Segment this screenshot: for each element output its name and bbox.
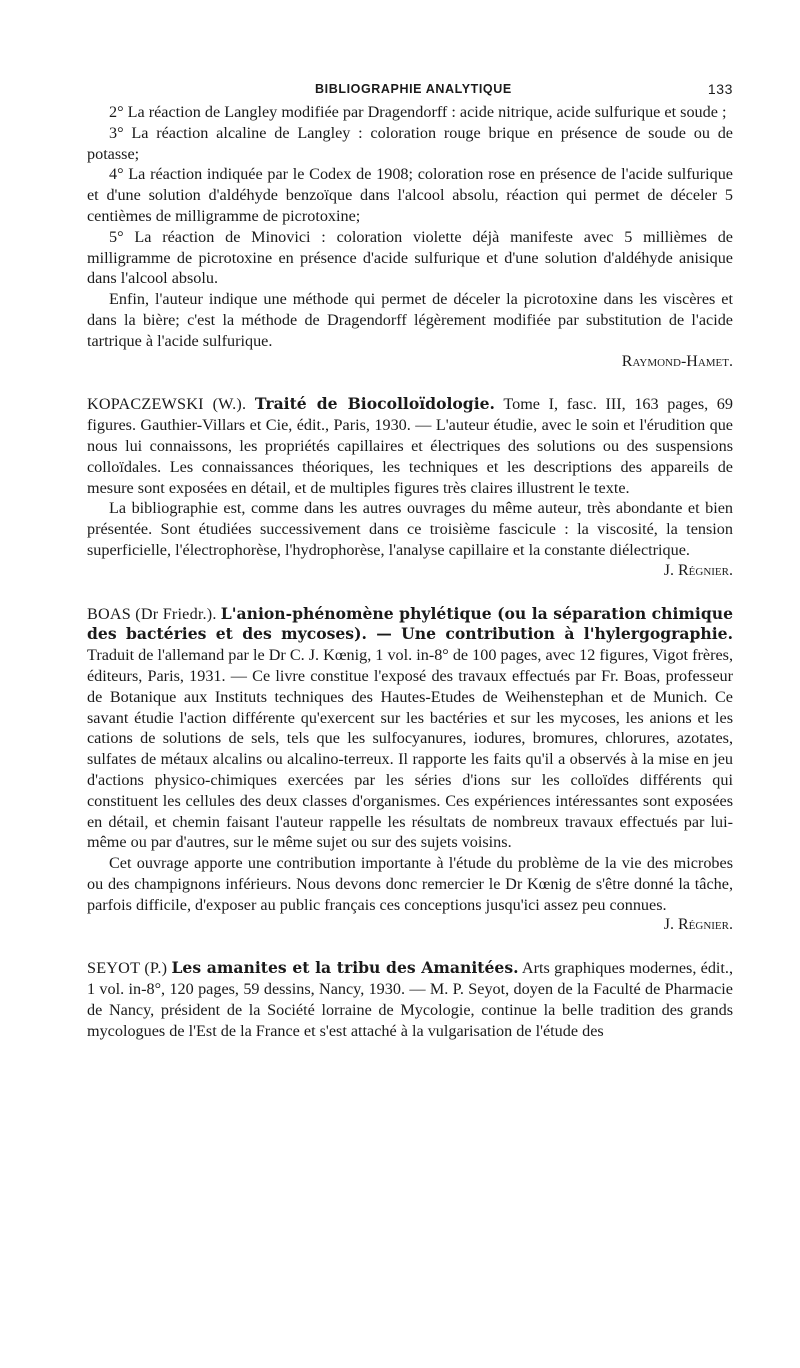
page xyxy=(87,78,733,1041)
review-signature: J. Régnier. xyxy=(663,916,733,934)
review-paragraph xyxy=(87,853,733,915)
reaction-item-2: 2° La réaction de Langley modifiée par Dragendorff : acide nitrique, acide sulfurique et soude ; xyxy=(109,103,727,121)
reaction-item-5: 5° La réaction de Minovici : coloration violette déjà manifeste avec 5 millièmes de milligramme de picrotoxine en présence d'acide sulfurique et d'une solution d'aldéhyde anisique dans l'alcool absolu. xyxy=(87,227,733,288)
review-body: La bibliographie est, comme dans les autres ouvrages du même auteur, très abondante et bien présentée. Sont étudiées successivement dans ce troisième fascicule : la viscosité, la tension superficielle, l'électrophorèse, l'hydrophorèse, l'analyse capillaire et la constante diélectrique. xyxy=(87,499,733,559)
review-book-title: Les amanites et la tribu des Amanitées. xyxy=(171,958,519,978)
reaction-item-3: 3° La réaction alcaline de Langley : coloration rouge brique en présence de soude ou de potasse; xyxy=(87,123,733,163)
review-book-title: L'anion-phénomène phylétique (ou la séparation chimique des bactéries et des mycoses). — Une contribution à l'hylergographie. xyxy=(87,603,734,644)
review-body: Cet ouvrage apporte une contribution importante à l'étude du problème de la vie des microbes ou des champignons inférieurs. Nous devons donc remercier le Dr Kœnig de s'être donné la tâche, parfois difficile, d'exposer au public français ces conceptions jusqu'ici assez peu connues. xyxy=(87,854,733,914)
page-number: 133 xyxy=(707,81,733,97)
reaction-item-4: 4° La réaction indiquée par le Codex de 1908; coloration rose en présence de l'acide sulfurique et d'une solution d'aldéhyde benzoïque dans l'alcool absolu, réaction qui permet de déceler 5 centièmes de milligramme de picrotoxine; xyxy=(87,165,733,225)
running-head-title: BIBLIOGRAPHIE ANALYTIQUE xyxy=(315,82,512,96)
signature-raymond-hamet: Raymond-Hamet. xyxy=(621,352,733,370)
review-author: SEYOT (P.) xyxy=(87,959,168,978)
review-kopaczewski xyxy=(87,394,733,581)
review-body: Tome I, fasc. III, 163 pages, 69 figures. Gauthier-Villars et Cie, édit., Paris, 1930. — L'auteur étudie, avec le soin et l'érudition que nous lui connaissons, les propriétés capillaires et électriques des solutions ou des suspensions colloïdales. Les connaissances théoriques, les techniques et les descriptions des appareils de mesure sont exposées en détail, et de multiples figures très claires illustrent le texte. xyxy=(87,395,733,497)
review-paragraph xyxy=(87,394,733,498)
review-paragraph xyxy=(87,958,733,1041)
review-paragraph xyxy=(87,498,733,560)
review-paragraph xyxy=(87,604,733,854)
review-author: KOPACZEWSKI (W.). xyxy=(87,395,247,414)
review-boas xyxy=(87,604,733,937)
intro-section xyxy=(87,102,733,372)
review-seyot xyxy=(87,958,733,1041)
review-signature: J. Régnier. xyxy=(663,561,733,579)
review-body: Traduit de l'allemand par le Dr C. J. Kœnig, 1 vol. in-8° de 100 pages, avec 12 figures, Vigot frères, éditeurs, Paris, 1931. — Ce livre constitue l'exposé des travaux effectués par Fr. Boas, professeur de Botanique aux Instituts techniques des Hautes-Etudes de Weihenstephan et de Munich. Ce savant étudie l'action différente qu'exercent sur les bactéries et sur les mycoses, les anions et les cations de solutions de sels, tels que les sulfocyanures, iodures, bromures, chlorures, azotates, sulfates de métaux alcalins ou alcalino-terreux. Il rapporte les faits qu'il a observés à la mise en jeu d'actions physico-chimiques exercées par les séries d'ions sur les colloïdes différents qui constituent les cellules des deux classes d'organismes. Ces expériences intéressantes sont exposées en détail, et chemin faisant l'auteur rappelle les résultats de nombreux travaux effectués par lui-même ou par d'autres, sur le même sujet ou sur des sujets voisins. xyxy=(87,646,733,852)
review-book-title: Traité de Biocolloïdologie. xyxy=(254,394,495,414)
review-author: BOAS (Dr Friedr.). xyxy=(87,604,217,623)
review-body: Arts graphiques modernes, édit., 1 vol. in-8°, 120 pages, 59 dessins, Nancy, 1930. — M. P. Seyot, doyen de la Faculté de Pharmacie de Nancy, président de la Société lorraine de Mycologie, continue la belle tradition des grands mycologues de l'Est de la France et s'est attaché à la vulgarisation de l'étude des xyxy=(87,959,734,1040)
intro-conclusion: Enfin, l'auteur indique une méthode qui permet de déceler la picrotoxine dans les viscères et dans la bière; c'est la méthode de Dragendorff légèrement modifiée par substitution de l'acide tartrique à l'acide sulfurique. xyxy=(87,290,733,350)
running-head xyxy=(87,78,733,102)
